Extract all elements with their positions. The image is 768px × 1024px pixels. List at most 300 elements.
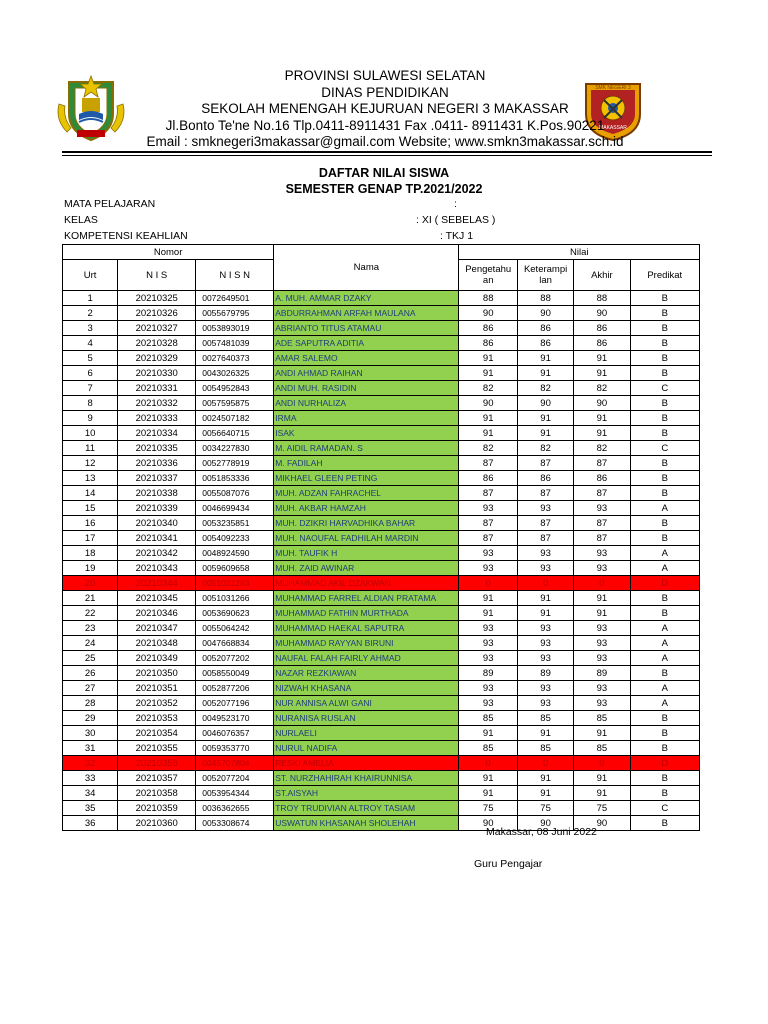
- cell-pengetahuan: 85: [459, 741, 517, 756]
- cell-keterampilan: 88: [517, 291, 573, 306]
- header-pengetahuan: Pengetahu an: [459, 260, 517, 291]
- cell-pengetahuan: 88: [459, 291, 517, 306]
- cell-akhir: 91: [574, 591, 630, 606]
- cell-nama: MUHAMMAD FARREL ALDIAN PRATAMA: [274, 591, 459, 606]
- cell-nama: NAZAR REZKIAWAN: [274, 666, 459, 681]
- cell-predikat: D: [630, 756, 699, 771]
- cell-keterampilan: 93: [517, 636, 573, 651]
- cell-akhir: 93: [574, 621, 630, 636]
- cell-akhir: 93: [574, 636, 630, 651]
- cell-akhir: 87: [574, 531, 630, 546]
- cell-nama: MUH. TAUFIK H: [274, 546, 459, 561]
- table-row: [63, 471, 700, 486]
- table-row: [63, 366, 700, 381]
- cell-predikat: C: [630, 441, 699, 456]
- cell-nama: MUHAMMAD FATHIN MURTHADA: [274, 606, 459, 621]
- letterhead-divider: [62, 151, 712, 153]
- cell-nis: 20210339: [118, 501, 196, 516]
- cell-nisn: 0053893019: [196, 321, 274, 336]
- cell-keterampilan: 93: [517, 546, 573, 561]
- cell-keterampilan: 90: [517, 396, 573, 411]
- cell-akhir: 91: [574, 426, 630, 441]
- cell-urt: 6: [63, 366, 118, 381]
- cell-pengetahuan: 91: [459, 786, 517, 801]
- major-value: : TKJ 1: [440, 230, 474, 242]
- table-row: [63, 786, 700, 801]
- cell-predikat: A: [630, 636, 699, 651]
- cell-nis: 20210359: [118, 801, 196, 816]
- cell-keterampilan: 91: [517, 726, 573, 741]
- table-row: [63, 531, 700, 546]
- cell-urt: 31: [63, 741, 118, 756]
- cell-nis: 20210344: [118, 576, 196, 591]
- cell-nisn: 0043026325: [196, 366, 274, 381]
- cell-predikat: B: [630, 306, 699, 321]
- school-contact: Email : smknegeri3makassar@gmail.com Website; www.smkn3makassar.sch.id: [146, 134, 624, 149]
- cell-keterampilan: 87: [517, 486, 573, 501]
- cell-nama: ABDURRAHMAN ARFAH MAULANA: [274, 306, 459, 321]
- cell-nama: TROY TRUDIVIAN ALTROY TASIAM: [274, 801, 459, 816]
- document-subtitle: SEMESTER GENAP TP.2021/2022: [285, 182, 483, 196]
- header-keterampilan: Keterampi lan: [517, 260, 573, 291]
- cell-akhir: 0: [574, 756, 630, 771]
- cell-nisn: 0053235851: [196, 516, 274, 531]
- table-row: [63, 441, 700, 456]
- class-label: KELAS: [64, 214, 98, 226]
- cell-nisn: 0048924590: [196, 546, 274, 561]
- table-row: [63, 516, 700, 531]
- cell-predikat: B: [630, 351, 699, 366]
- cell-nama: RESKI AMELIA: [274, 756, 459, 771]
- cell-nis: 20210328: [118, 336, 196, 351]
- cell-nis: 20210357: [118, 771, 196, 786]
- cell-urt: 18: [63, 546, 118, 561]
- cell-nisn: 0054092233: [196, 531, 274, 546]
- cell-predikat: B: [630, 426, 699, 441]
- cell-nama: ABRIANTO TITUS ATAMAU: [274, 321, 459, 336]
- cell-nisn: 0055087076: [196, 486, 274, 501]
- cell-nisn: 0047668834: [196, 636, 274, 651]
- cell-predikat: B: [630, 786, 699, 801]
- cell-predikat: A: [630, 696, 699, 711]
- table-row: [63, 501, 700, 516]
- cell-nis: 20210325: [118, 291, 196, 306]
- header-nilai: Nilai: [459, 245, 700, 260]
- school-name: SEKOLAH MENENGAH KEJURUAN NEGERI 3 MAKASSAR: [201, 101, 569, 116]
- cell-urt: 5: [63, 351, 118, 366]
- table-row: [63, 576, 700, 591]
- cell-nama: ADE SAPUTRA ADITIA: [274, 336, 459, 351]
- class-value: : XI ( SEBELAS ): [416, 214, 496, 226]
- cell-keterampilan: 87: [517, 456, 573, 471]
- cell-akhir: 86: [574, 336, 630, 351]
- cell-keterampilan: 75: [517, 801, 573, 816]
- subject-label: MATA PELAJARAN: [64, 198, 156, 210]
- cell-pengetahuan: 0: [459, 576, 517, 591]
- cell-keterampilan: 90: [517, 816, 573, 831]
- cell-nama: MIKHAEL GLEEN PETING: [274, 471, 459, 486]
- cell-predikat: A: [630, 546, 699, 561]
- cell-pengetahuan: 91: [459, 411, 517, 426]
- cell-nisn: 0051031283: [196, 576, 274, 591]
- cell-keterampilan: 93: [517, 651, 573, 666]
- cell-nama: ISAK: [274, 426, 459, 441]
- cell-urt: 1: [63, 291, 118, 306]
- cell-nisn: 0059609658: [196, 561, 274, 576]
- header-nisn: N I S N: [196, 260, 274, 291]
- cell-urt: 32: [63, 756, 118, 771]
- cell-nama: USWATUN KHASANAH SHOLEHAH: [274, 816, 459, 831]
- cell-akhir: 0: [574, 576, 630, 591]
- cell-urt: 25: [63, 651, 118, 666]
- cell-predikat: B: [630, 666, 699, 681]
- cell-pengetahuan: 93: [459, 621, 517, 636]
- cell-akhir: 90: [574, 816, 630, 831]
- cell-predikat: A: [630, 501, 699, 516]
- cell-predikat: C: [630, 381, 699, 396]
- cell-akhir: 85: [574, 711, 630, 726]
- cell-akhir: 87: [574, 516, 630, 531]
- cell-predikat: B: [630, 486, 699, 501]
- cell-akhir: 91: [574, 606, 630, 621]
- cell-pengetahuan: 91: [459, 606, 517, 621]
- cell-nama: AMAR SALEMO: [274, 351, 459, 366]
- cell-keterampilan: 91: [517, 351, 573, 366]
- cell-nis: 20210355: [118, 741, 196, 756]
- cell-nisn: 0052877206: [196, 681, 274, 696]
- cell-urt: 36: [63, 816, 118, 831]
- table-row: [63, 351, 700, 366]
- table-row: [63, 591, 700, 606]
- cell-nisn: 0036362655: [196, 801, 274, 816]
- cell-predikat: B: [630, 516, 699, 531]
- cell-predikat: B: [630, 726, 699, 741]
- cell-akhir: 87: [574, 456, 630, 471]
- cell-predikat: B: [630, 336, 699, 351]
- cell-predikat: B: [630, 456, 699, 471]
- cell-nisn: 0057595875: [196, 396, 274, 411]
- cell-nama: NURLAELI: [274, 726, 459, 741]
- cell-pengetahuan: 90: [459, 816, 517, 831]
- table-row: [63, 381, 700, 396]
- province-name: PROVINSI SULAWESI SELATAN: [284, 68, 486, 83]
- table-row: [63, 801, 700, 816]
- cell-keterampilan: 0: [517, 576, 573, 591]
- cell-akhir: 91: [574, 366, 630, 381]
- table-row: [63, 561, 700, 576]
- cell-pengetahuan: 75: [459, 801, 517, 816]
- cell-urt: 29: [63, 711, 118, 726]
- cell-pengetahuan: 91: [459, 351, 517, 366]
- cell-akhir: 91: [574, 726, 630, 741]
- cell-nis: 20210348: [118, 636, 196, 651]
- cell-nis: 20210334: [118, 426, 196, 441]
- cell-akhir: 93: [574, 546, 630, 561]
- table-row: [63, 336, 700, 351]
- table-row: [63, 486, 700, 501]
- header-nama: Nama: [274, 245, 459, 291]
- cell-pengetahuan: 87: [459, 486, 517, 501]
- cell-keterampilan: 93: [517, 501, 573, 516]
- cell-pengetahuan: 90: [459, 396, 517, 411]
- cell-keterampilan: 93: [517, 681, 573, 696]
- cell-predikat: A: [630, 681, 699, 696]
- svg-text:SMK NEGERI 3: SMK NEGERI 3: [595, 85, 631, 91]
- signer-title: Guru Pengajar: [474, 858, 543, 870]
- cell-urt: 33: [63, 771, 118, 786]
- cell-nis: 20210345: [118, 591, 196, 606]
- cell-urt: 17: [63, 531, 118, 546]
- cell-predikat: B: [630, 321, 699, 336]
- cell-pengetahuan: 91: [459, 771, 517, 786]
- cell-nisn: 0046699434: [196, 501, 274, 516]
- cell-nama: ANDI MUH. RASIDIN: [274, 381, 459, 396]
- cell-nama: MUHAMMAD RAYYAN BIRUNI: [274, 636, 459, 651]
- cell-urt: 2: [63, 306, 118, 321]
- cell-akhir: 93: [574, 501, 630, 516]
- sulawesi-emblem-icon: [55, 74, 127, 142]
- cell-nama: ANDI NURHALIZA: [274, 396, 459, 411]
- cell-nis: 20210329: [118, 351, 196, 366]
- cell-nis: 20210327: [118, 321, 196, 336]
- cell-nis: 20210343: [118, 561, 196, 576]
- document-title: DAFTAR NILAI SISWA: [318, 166, 450, 180]
- cell-nama: MUHAMMAD AKIL DZAKWAN: [274, 576, 459, 591]
- cell-pengetahuan: 87: [459, 516, 517, 531]
- cell-nama: NURUL NADIFA: [274, 741, 459, 756]
- cell-urt: 21: [63, 591, 118, 606]
- cell-predikat: A: [630, 651, 699, 666]
- cell-pengetahuan: 86: [459, 336, 517, 351]
- cell-urt: 20: [63, 576, 118, 591]
- cell-predikat: B: [630, 411, 699, 426]
- cell-keterampilan: 91: [517, 771, 573, 786]
- table-row: [63, 606, 700, 621]
- cell-urt: 24: [63, 636, 118, 651]
- cell-urt: 11: [63, 441, 118, 456]
- cell-nisn: 0052077202: [196, 651, 274, 666]
- cell-predikat: D: [630, 576, 699, 591]
- cell-nisn: 0051853336: [196, 471, 274, 486]
- cell-nis: 20210330: [118, 366, 196, 381]
- letterhead-divider-thin: [62, 155, 712, 156]
- cell-nis: 20210326: [118, 306, 196, 321]
- header-predikat: Predikat: [630, 260, 699, 291]
- cell-predikat: B: [630, 366, 699, 381]
- cell-pengetahuan: 93: [459, 561, 517, 576]
- cell-keterampilan: 82: [517, 441, 573, 456]
- cell-nama: MUH. NAOUFAL FADHILAH MARDIN: [274, 531, 459, 546]
- cell-pengetahuan: 89: [459, 666, 517, 681]
- cell-nis: 20210356: [118, 756, 196, 771]
- cell-akhir: 91: [574, 411, 630, 426]
- cell-nisn: 0072649501: [196, 291, 274, 306]
- cell-keterampilan: 86: [517, 471, 573, 486]
- table-row: [63, 621, 700, 636]
- cell-keterampilan: 0: [517, 756, 573, 771]
- cell-nisn: 0053308674: [196, 816, 274, 831]
- table-row: [63, 711, 700, 726]
- cell-nisn: 0051031266: [196, 591, 274, 606]
- cell-pengetahuan: 91: [459, 426, 517, 441]
- cell-keterampilan: 91: [517, 606, 573, 621]
- cell-akhir: 82: [574, 381, 630, 396]
- cell-nis: 20210341: [118, 531, 196, 546]
- cell-nama: MUH. ZAID AWINAR: [274, 561, 459, 576]
- cell-urt: 30: [63, 726, 118, 741]
- cell-pengetahuan: 91: [459, 591, 517, 606]
- cell-nis: 20210351: [118, 681, 196, 696]
- cell-nis: 20210331: [118, 381, 196, 396]
- cell-predikat: B: [630, 606, 699, 621]
- cell-nisn: 0027640373: [196, 351, 274, 366]
- cell-urt: 15: [63, 501, 118, 516]
- cell-nis: 20210360: [118, 816, 196, 831]
- cell-predikat: A: [630, 561, 699, 576]
- cell-urt: 13: [63, 471, 118, 486]
- cell-nis: 20210335: [118, 441, 196, 456]
- cell-nis: 20210332: [118, 396, 196, 411]
- table-row: [63, 696, 700, 711]
- cell-keterampilan: 89: [517, 666, 573, 681]
- cell-pengetahuan: 82: [459, 381, 517, 396]
- cell-urt: 28: [63, 696, 118, 711]
- cell-urt: 3: [63, 321, 118, 336]
- grades-table: [62, 244, 700, 831]
- cell-nisn: 0053690623: [196, 606, 274, 621]
- cell-akhir: 91: [574, 786, 630, 801]
- cell-akhir: 93: [574, 696, 630, 711]
- cell-nisn: 0052077204: [196, 771, 274, 786]
- cell-nama: ST. NURZHAHIRAH KHAIRUNNISA: [274, 771, 459, 786]
- cell-predikat: C: [630, 801, 699, 816]
- cell-urt: 16: [63, 516, 118, 531]
- cell-urt: 34: [63, 786, 118, 801]
- table-row: [63, 306, 700, 321]
- cell-pengetahuan: 82: [459, 441, 517, 456]
- cell-keterampilan: 85: [517, 741, 573, 756]
- cell-nis: 20210353: [118, 711, 196, 726]
- cell-akhir: 93: [574, 681, 630, 696]
- table-row: [63, 636, 700, 651]
- cell-nama: ST.AISYAH: [274, 786, 459, 801]
- cell-keterampilan: 90: [517, 306, 573, 321]
- cell-akhir: 90: [574, 306, 630, 321]
- cell-keterampilan: 93: [517, 561, 573, 576]
- cell-keterampilan: 93: [517, 696, 573, 711]
- cell-nis: 20210340: [118, 516, 196, 531]
- cell-nama: MUH. DZIKRI HARVADHIKA BAHAR: [274, 516, 459, 531]
- cell-pengetahuan: 90: [459, 306, 517, 321]
- cell-pengetahuan: 85: [459, 711, 517, 726]
- cell-urt: 19: [63, 561, 118, 576]
- school-address: Jl.Bonto Te'ne No.16 Tlp.0411-8911431 Fax .0411- 8911431 K.Pos.90221: [165, 117, 605, 133]
- table-row: [63, 426, 700, 441]
- table-row: [63, 291, 700, 306]
- cell-keterampilan: 91: [517, 411, 573, 426]
- cell-predikat: B: [630, 771, 699, 786]
- cell-akhir: 91: [574, 771, 630, 786]
- place-date: Makassar, 08 Juni 2022: [486, 826, 597, 838]
- major-label: KOMPETENSI KEAHLIAN: [64, 230, 188, 242]
- cell-nisn: 0053954344: [196, 786, 274, 801]
- header-akhir: Akhir: [574, 260, 630, 291]
- cell-nama: IRMA: [274, 411, 459, 426]
- cell-keterampilan: 82: [517, 381, 573, 396]
- cell-nama: MUH. ADZAN FAHRACHEL: [274, 486, 459, 501]
- cell-predikat: B: [630, 531, 699, 546]
- cell-urt: 10: [63, 426, 118, 441]
- table-row: [63, 456, 700, 471]
- cell-predikat: B: [630, 711, 699, 726]
- cell-nama: A. MUH. AMMAR DZAKY: [274, 291, 459, 306]
- cell-pengetahuan: 93: [459, 696, 517, 711]
- cell-urt: 9: [63, 411, 118, 426]
- cell-nis: 20210336: [118, 456, 196, 471]
- cell-akhir: 90: [574, 396, 630, 411]
- table-row: [63, 771, 700, 786]
- cell-keterampilan: 86: [517, 336, 573, 351]
- cell-keterampilan: 91: [517, 786, 573, 801]
- table-row: [63, 411, 700, 426]
- cell-pengetahuan: 0: [459, 756, 517, 771]
- cell-nama: NIZWAH KHASANA: [274, 681, 459, 696]
- cell-nama: MUH. AKBAR HAMZAH: [274, 501, 459, 516]
- table-row: [63, 726, 700, 741]
- cell-urt: 23: [63, 621, 118, 636]
- cell-nisn: 0059353770: [196, 741, 274, 756]
- cell-nisn: 0054952843: [196, 381, 274, 396]
- subject-value: :: [454, 198, 457, 210]
- cell-urt: 8: [63, 396, 118, 411]
- cell-predikat: B: [630, 471, 699, 486]
- table-row: [63, 546, 700, 561]
- cell-predikat: B: [630, 741, 699, 756]
- cell-keterampilan: 91: [517, 591, 573, 606]
- cell-urt: 35: [63, 801, 118, 816]
- table-row: [63, 681, 700, 696]
- cell-nis: 20210354: [118, 726, 196, 741]
- cell-nama: ANDI AHMAD RAIHAN: [274, 366, 459, 381]
- department-name: DINAS PENDIDIKAN: [321, 84, 449, 100]
- cell-predikat: B: [630, 816, 699, 831]
- cell-pengetahuan: 91: [459, 366, 517, 381]
- cell-nama: M. FADILAH: [274, 456, 459, 471]
- cell-nisn: 0024507182: [196, 411, 274, 426]
- cell-nama: M. AIDIL RAMADAN. S: [274, 441, 459, 456]
- cell-urt: 7: [63, 381, 118, 396]
- cell-urt: 22: [63, 606, 118, 621]
- cell-nisn: 0045707804: [196, 756, 274, 771]
- cell-pengetahuan: 93: [459, 501, 517, 516]
- cell-nis: 20210337: [118, 471, 196, 486]
- cell-predikat: B: [630, 396, 699, 411]
- grades-table-body: [63, 291, 700, 831]
- cell-predikat: A: [630, 621, 699, 636]
- cell-nis: 20210342: [118, 546, 196, 561]
- cell-pengetahuan: 87: [459, 531, 517, 546]
- cell-nisn: 0052077196: [196, 696, 274, 711]
- cell-predikat: B: [630, 591, 699, 606]
- cell-nisn: 0046076357: [196, 726, 274, 741]
- header-nomor: Nomor: [63, 245, 274, 260]
- cell-pengetahuan: 93: [459, 651, 517, 666]
- cell-akhir: 88: [574, 291, 630, 306]
- table-row: [63, 396, 700, 411]
- cell-nama: NAUFAL FALAH FAIRLY AHMAD: [274, 651, 459, 666]
- cell-nisn: 0055679795: [196, 306, 274, 321]
- cell-pengetahuan: 86: [459, 321, 517, 336]
